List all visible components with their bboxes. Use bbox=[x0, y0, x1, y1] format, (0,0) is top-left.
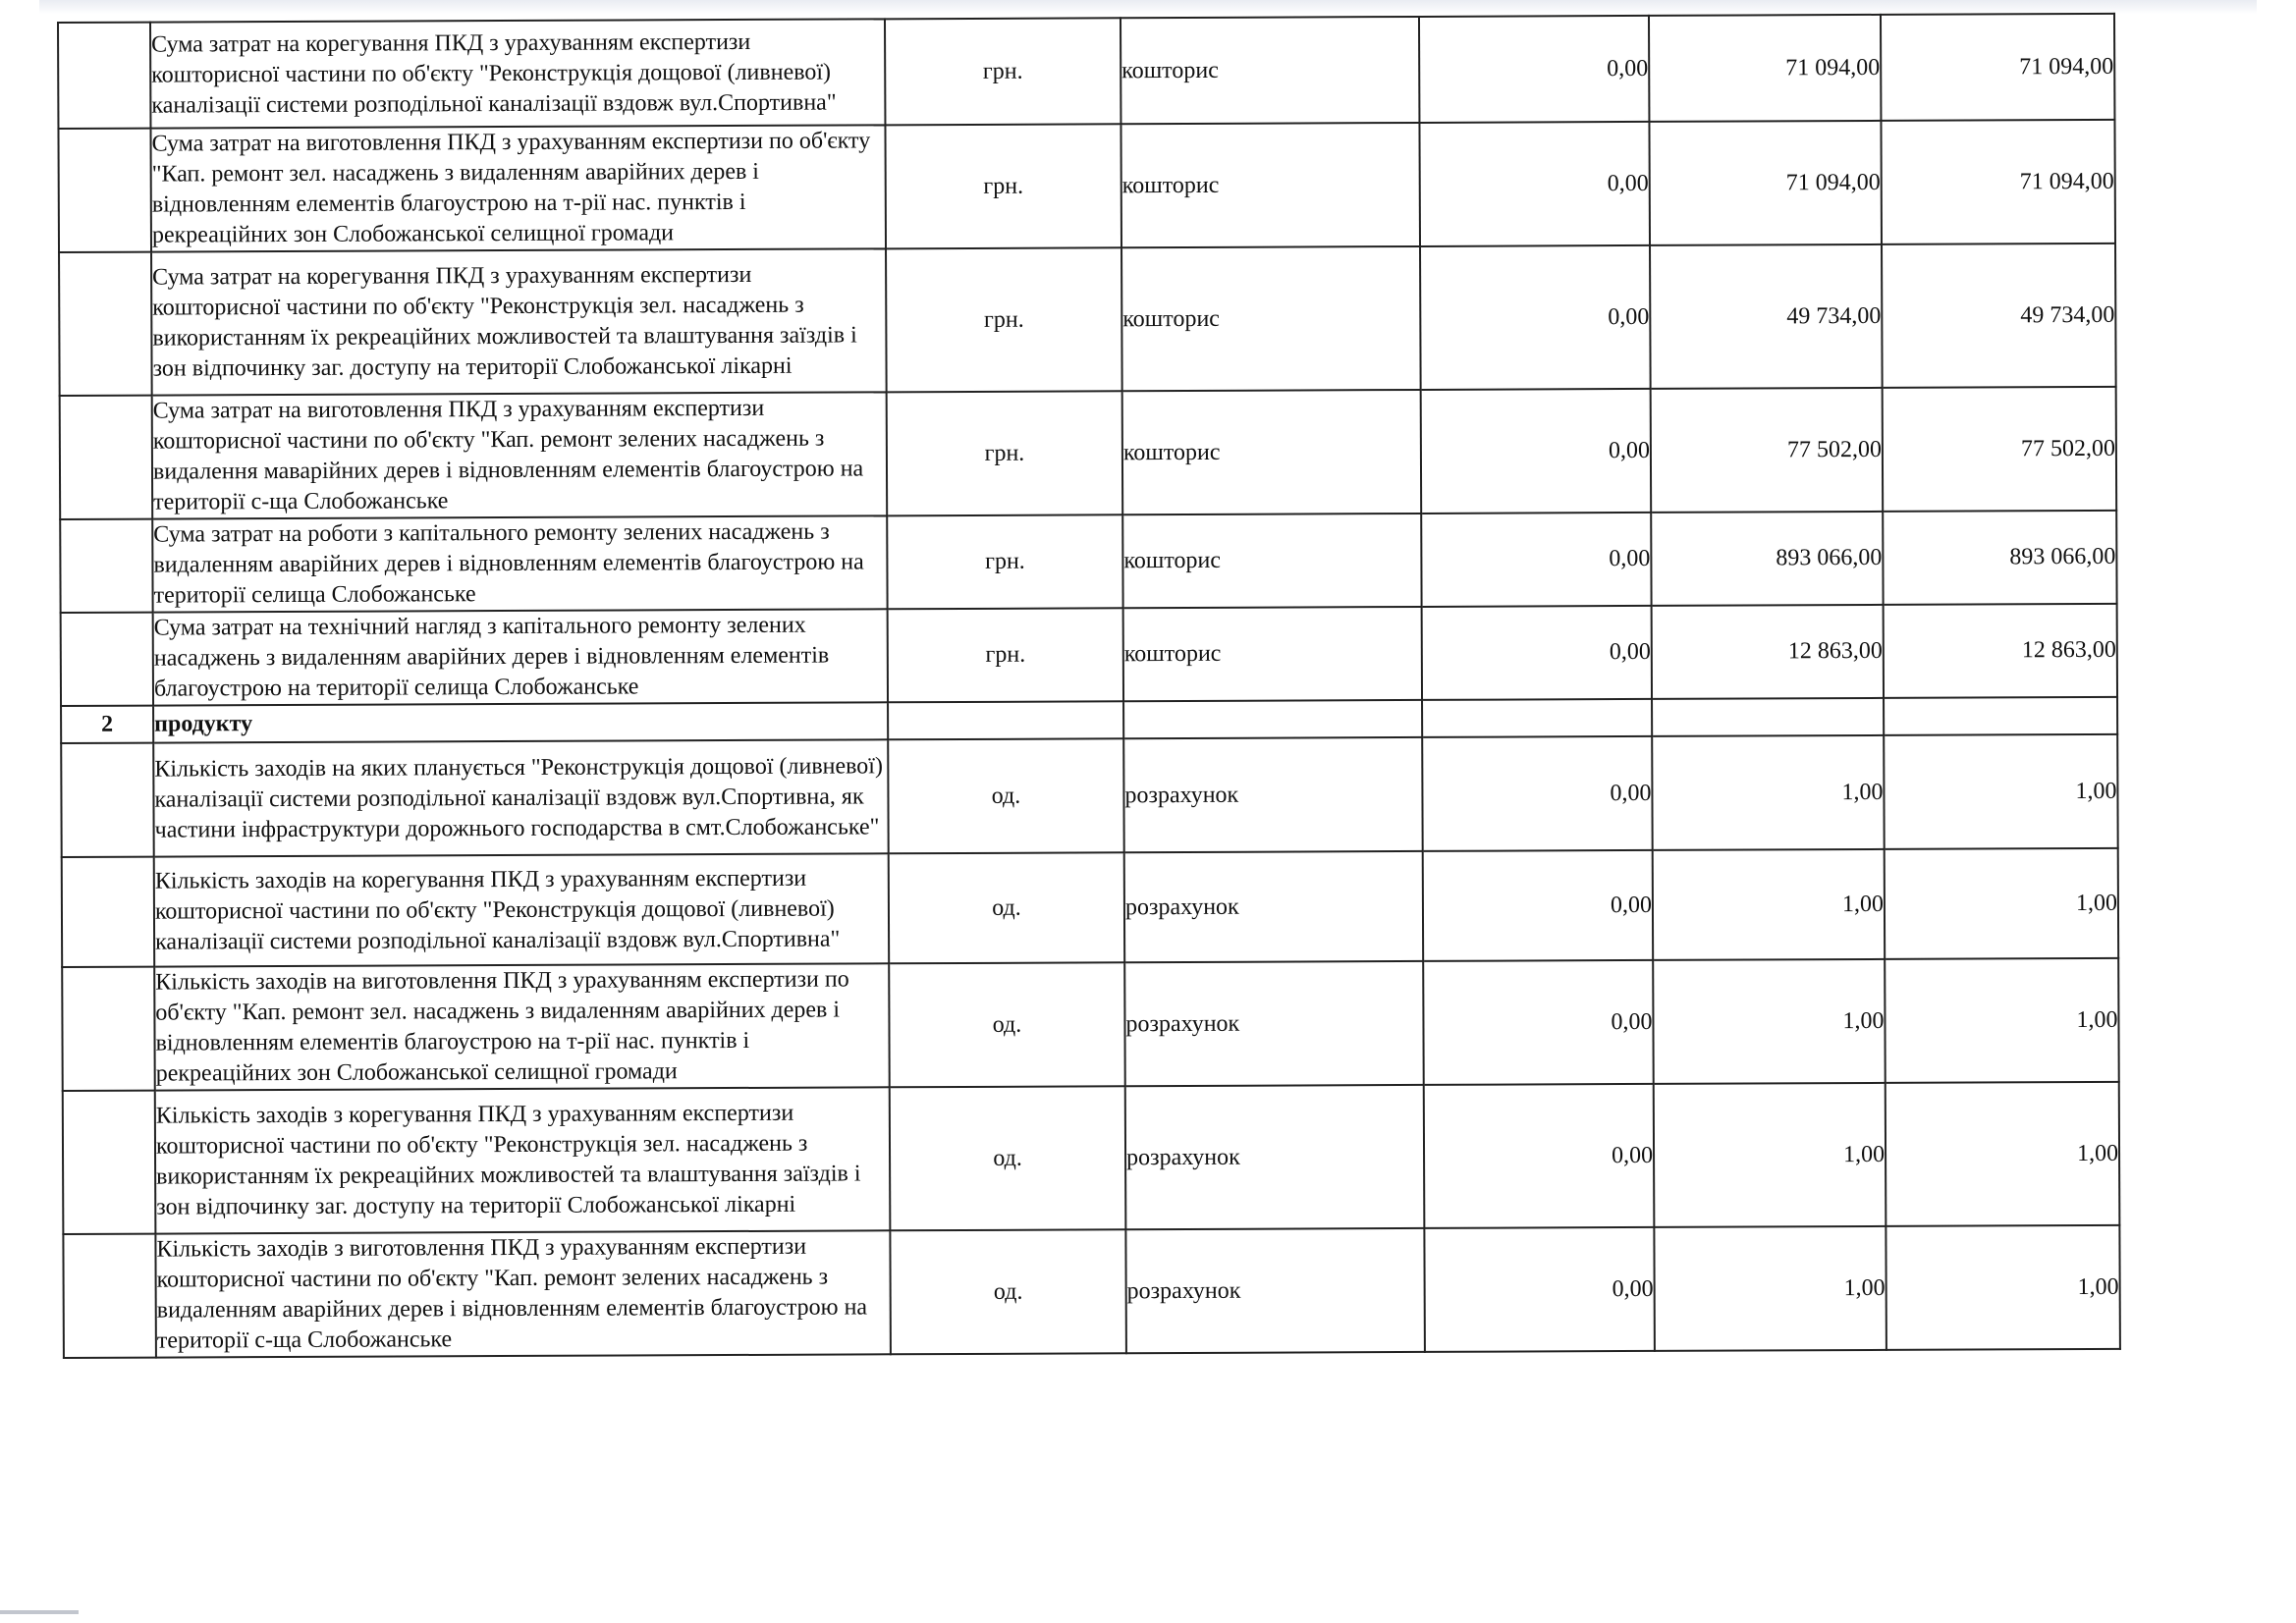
row-number bbox=[61, 613, 153, 706]
row-number bbox=[60, 519, 152, 613]
row-number bbox=[58, 23, 150, 129]
indicator-name: Сума затрат на виготовлення ПКД з урахуванням експертизи по об'єкту "Кап. ремонт зел. насаджень з видаленням аварійних дерев і відновленням елементів благоустрою на т-рії нас. пунктів і рекреаційних зон Слобожанської селищної громади bbox=[150, 125, 886, 251]
row-number bbox=[62, 967, 155, 1091]
source-cell: розрахунок bbox=[1124, 851, 1423, 962]
source-cell: кошторис bbox=[1122, 390, 1422, 514]
source-cell: кошторис bbox=[1121, 246, 1421, 391]
source-cell: розрахунок bbox=[1125, 1085, 1425, 1229]
source-cell: розрахунок bbox=[1124, 961, 1424, 1086]
value-cell-1: 0,00 bbox=[1423, 850, 1653, 961]
unit-cell: грн. bbox=[885, 18, 1121, 125]
value-cell-1: 0,00 bbox=[1422, 736, 1653, 851]
unit-cell: од. bbox=[890, 1086, 1126, 1230]
value-cell-1: 0,00 bbox=[1424, 1084, 1655, 1228]
source-cell: кошторис bbox=[1123, 607, 1422, 701]
value-cell-3: 71 094,00 bbox=[1881, 14, 2114, 121]
row-number: 2 bbox=[61, 706, 153, 743]
value-cell-2: 77 502,00 bbox=[1651, 388, 1884, 513]
value-cell-1: 0,00 bbox=[1422, 606, 1652, 700]
value-cell-1: 0,00 bbox=[1421, 513, 1651, 607]
value-cell-1: 0,00 bbox=[1419, 16, 1649, 123]
table-row bbox=[60, 511, 2116, 613]
table-body bbox=[58, 14, 2120, 1358]
unit-cell: грн. bbox=[887, 391, 1123, 515]
value-cell-1: 0,00 bbox=[1423, 960, 1654, 1085]
value-cell-1: 0,00 bbox=[1419, 122, 1650, 246]
row-number bbox=[60, 396, 153, 519]
source-cell bbox=[1123, 700, 1422, 738]
unit-cell: од. bbox=[889, 962, 1125, 1087]
unit-cell: грн. bbox=[886, 247, 1122, 392]
value-cell-3: 77 502,00 bbox=[1883, 387, 2117, 512]
value-cell-3: 1,00 bbox=[1885, 958, 2119, 1083]
table-row bbox=[58, 14, 2114, 129]
indicator-name: Кількість заходів з виготовлення ПКД з урахуванням експертизи кошторисної частини по об'єкту "Кап. ремонт зелених насаджень з видаленням аварійних дерев і відновленням елементів благоустрою на території с-ща Слобожанське bbox=[155, 1230, 891, 1357]
source-cell: кошторис bbox=[1121, 123, 1420, 247]
table-row bbox=[62, 958, 2119, 1091]
value-cell-2: 893 066,00 bbox=[1651, 512, 1883, 606]
unit-cell: од. bbox=[889, 852, 1124, 963]
indicator-name: Кількість заходів з корегування ПКД з урахуванням експертизи кошторисної частини по об'єкту "Реконструкція зел. насаджень з використанням їх рекреаційних можливостей та влаштування заїздів і зон відпочинку заг. доступу на території Слобожанської лікарні bbox=[155, 1087, 891, 1233]
value-cell-2: 1,00 bbox=[1652, 735, 1885, 850]
value-cell-1: 0,00 bbox=[1424, 1227, 1655, 1352]
value-cell-2 bbox=[1652, 698, 1884, 736]
value-cell-1: 0,00 bbox=[1421, 389, 1652, 514]
source-cell: розрахунок bbox=[1123, 737, 1423, 852]
unit-cell: од. bbox=[888, 738, 1124, 853]
indicator-name: Кількість заходів на корегування ПКД з урахуванням експертизи кошторисної частини по об'єкту "Реконструкція дощової (ливневої) каналізації системи розподільної каналізації вздовж вул.Спортивна" bbox=[154, 853, 889, 966]
row-number bbox=[61, 743, 154, 857]
value-cell-1 bbox=[1422, 699, 1652, 737]
row-number bbox=[58, 129, 151, 252]
indicator-name: Сума затрат на корегування ПКД з урахуванням експертизи кошторисної частини по об'єкту "Реконструкція дощової (ливневої) каналізації системи розподільної каналізації вздовж вул.Спортивна" bbox=[150, 19, 885, 128]
value-cell-3: 71 094,00 bbox=[1881, 120, 2115, 244]
table-row bbox=[61, 604, 2117, 706]
unit-cell: грн. bbox=[885, 124, 1121, 248]
indicator-name: Кількість заходів на виготовлення ПКД з урахуванням експертизи по об'єкту "Кап. ремонт зел. насаджень з видаленням аварійних дерев і відновленням елементів благоустрою на т-рії нас. пунктів і рекреаційних зон Слобожанської селищної громади bbox=[154, 963, 890, 1090]
value-cell-2: 12 863,00 bbox=[1652, 605, 1884, 699]
value-cell-3: 893 066,00 bbox=[1883, 511, 2116, 605]
value-cell-2: 71 094,00 bbox=[1649, 121, 1882, 245]
unit-cell: од. bbox=[890, 1229, 1126, 1354]
source-cell: кошторис bbox=[1121, 17, 1419, 124]
indicators-table bbox=[57, 13, 2121, 1359]
indicator-name: Сума затрат на виготовлення ПКД з урахуванням експертизи кошторисної частини по об'єкту "Кап. ремонт зелених насаджень з видалення маварійних дерев і відновленням елементів благоустрою на території с-ща Слобожанське bbox=[152, 392, 888, 518]
scan-artifact bbox=[0, 1610, 79, 1614]
value-cell-2: 1,00 bbox=[1654, 1083, 1886, 1227]
value-cell-3: 1,00 bbox=[1885, 848, 2118, 959]
table-row bbox=[63, 1082, 2120, 1234]
scan-top-edge bbox=[39, 0, 2257, 14]
unit-cell bbox=[888, 701, 1123, 739]
value-cell-3: 1,00 bbox=[1886, 1225, 2120, 1350]
indicator-name: продукту bbox=[153, 702, 888, 742]
row-number bbox=[63, 1234, 156, 1358]
value-cell-3: 1,00 bbox=[1886, 1082, 2120, 1226]
value-cell-3 bbox=[1884, 697, 2117, 735]
indicator-name: Сума затрат на корегування ПКД з урахуванням експертизи кошторисної частини по об'єкту "Реконструкція зел. насаджень з використанням їх рекреаційних можливостей та влаштування заїздів і зон відпочинку заг. доступу на території Слобожанської лікарні bbox=[151, 248, 887, 395]
row-number bbox=[62, 857, 154, 967]
row-number bbox=[63, 1091, 156, 1234]
value-cell-1: 0,00 bbox=[1420, 245, 1651, 390]
source-cell: розрахунок bbox=[1125, 1228, 1425, 1353]
value-cell-3: 1,00 bbox=[1884, 734, 2118, 849]
value-cell-2: 1,00 bbox=[1653, 959, 1886, 1084]
value-cell-2: 49 734,00 bbox=[1650, 244, 1883, 389]
table-row bbox=[60, 387, 2117, 519]
unit-cell: грн. bbox=[888, 608, 1123, 702]
indicator-name: Сума затрат на технічний нагляд з капітального ремонту зелених насаджень з видаленням аварійних дерев і відновленням елементів благоустрою на території селища Слобожанське bbox=[153, 609, 888, 705]
indicator-name: Сума затрат на роботи з капітального ремонту зелених насаджень з видаленням аварійних дерев і відновленням елементів благоустрою на території селища Слобожанське bbox=[152, 515, 887, 612]
value-cell-2: 71 094,00 bbox=[1649, 15, 1881, 122]
value-cell-2: 1,00 bbox=[1653, 849, 1885, 960]
value-cell-3: 49 734,00 bbox=[1882, 243, 2116, 388]
table-row bbox=[62, 848, 2118, 967]
table-row bbox=[61, 734, 2117, 857]
unit-cell: грн. bbox=[887, 514, 1122, 609]
value-cell-2: 1,00 bbox=[1654, 1226, 1886, 1351]
indicator-name: Кількість заходів на яких планується "Реконструкція дощової (ливневої) каналізації системи розподільної каналізації вздовж вул.Спортивна, як частини інфраструктури дорожнього господарства в смт.Слобожанське" bbox=[153, 739, 888, 856]
value-cell-3: 12 863,00 bbox=[1884, 604, 2117, 698]
table-row bbox=[58, 120, 2115, 252]
source-cell: кошторис bbox=[1122, 514, 1421, 608]
table-row bbox=[59, 243, 2116, 396]
row-number bbox=[59, 252, 152, 396]
table-row bbox=[63, 1225, 2120, 1358]
